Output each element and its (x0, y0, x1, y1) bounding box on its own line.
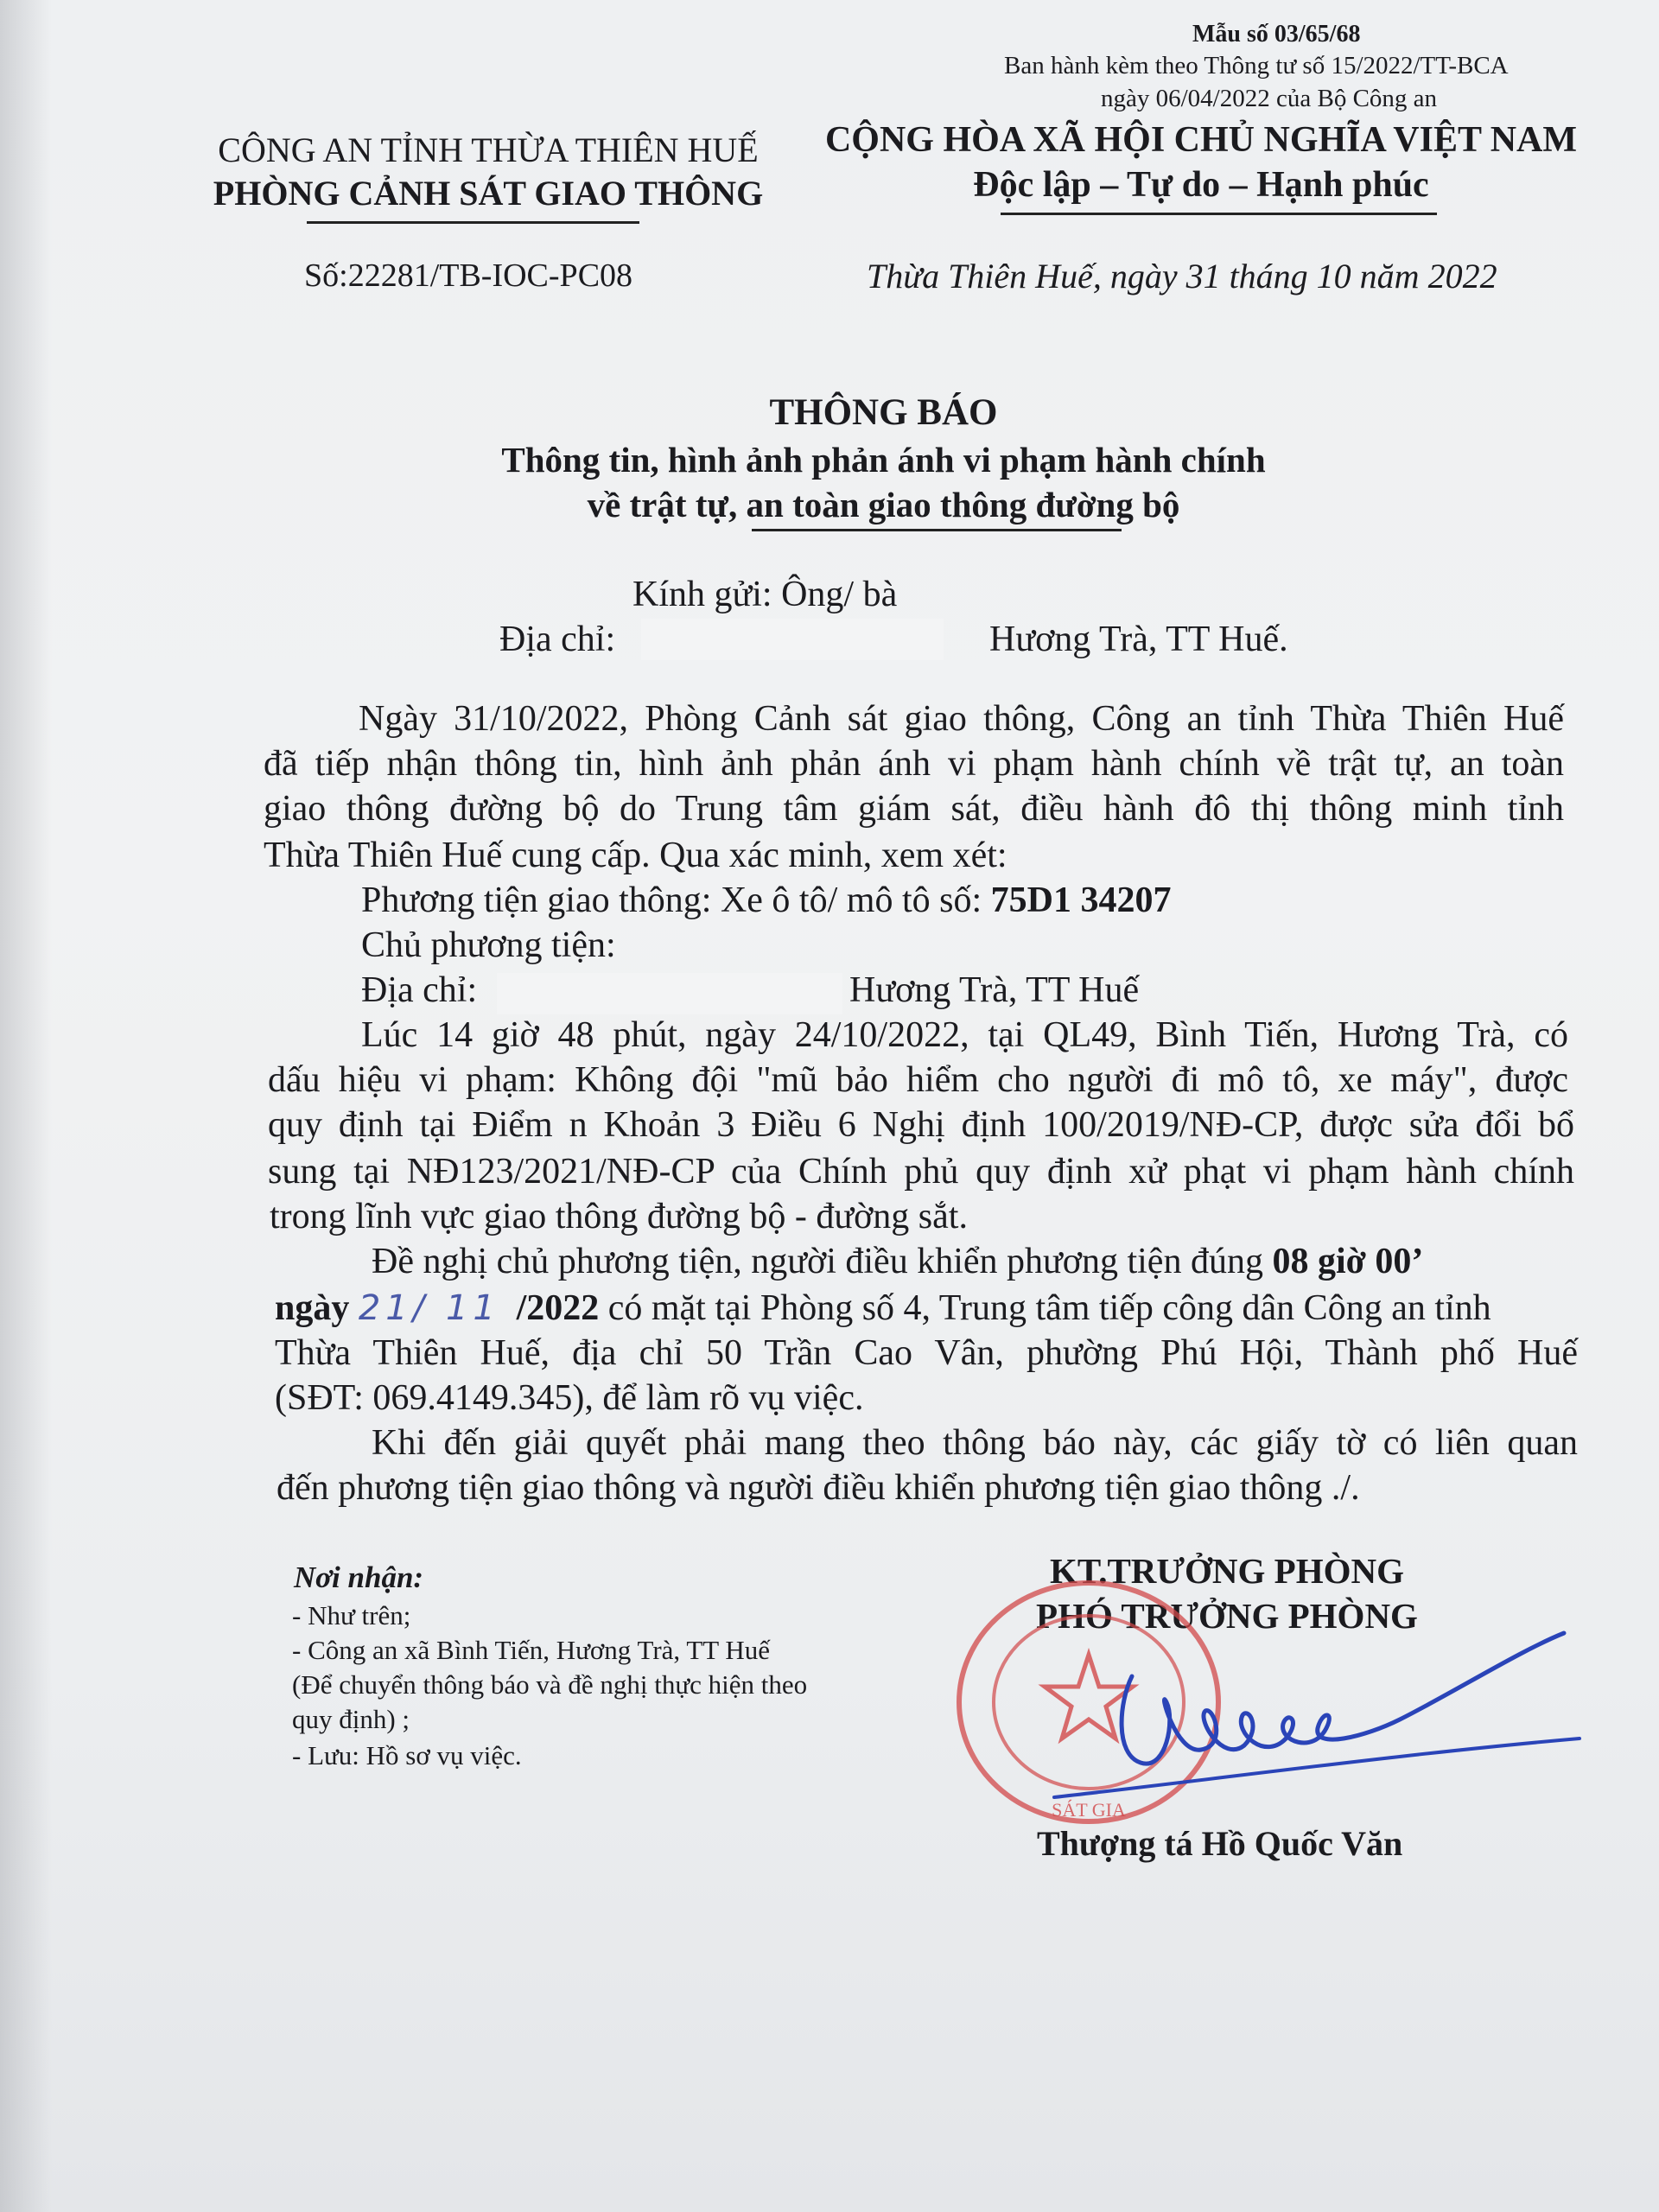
agency-department: PHÒNG CẢNH SÁT GIAO THÔNG (213, 174, 764, 213)
paragraph3-line4: (SĐT: 069.4149.345), để làm rõ vụ việc. (275, 1378, 864, 1418)
form-number: Mẫu số 03/65/68 (1192, 21, 1361, 48)
agency-underline (307, 221, 639, 224)
paragraph1-line2: đã tiếp nhận thông tin, hình ảnh phản ánh vi phạm hành chính về trật tự, an toàn (264, 744, 1564, 784)
owner-label: Chủ phương tiện: (361, 925, 616, 965)
signer-name: Thượng tá Hồ Quốc Văn (1037, 1824, 1403, 1863)
page-shadow (0, 0, 52, 2212)
recipient-line: Kính gửi: Ông/ bà (632, 575, 898, 614)
recipients-heading: Nơi nhận: (294, 1560, 424, 1594)
paragraph3-request: Đề nghị chủ phương tiện, người điều khiển phương tiện đúng (372, 1242, 1273, 1281)
signature-scribble (1037, 1624, 1590, 1823)
redacted-owner-address (497, 973, 842, 1014)
agency-parent: CÔNG AN TỈNH THỪA THIÊN HUẾ (218, 130, 759, 169)
form-issued-date: ngày 06/04/2022 của Bộ Công an (1101, 85, 1438, 112)
national-motto: Độc lập – Tự do – Hạnh phúc (973, 165, 1429, 205)
notice-subtitle-line2: về trật tự, an toàn giao thông đường bộ (587, 485, 1180, 524)
paragraph4-line2: đến phương tiện giao thông và người điều khiển phương tiện giao thông ./. (276, 1468, 1360, 1508)
paragraph3-location: có mặt tại Phòng số 4, Trung tâm tiếp công dân Công an tỉnh (599, 1288, 1491, 1328)
paragraph3-line2 (275, 1287, 1491, 1329)
recipients-item-4: quy định) ; (292, 1704, 410, 1734)
signer-title-2: PHÓ TRƯỞNG PHÒNG (1036, 1596, 1418, 1636)
vehicle-line (361, 880, 1171, 921)
paragraph2-line4: sung tại NĐ123/2021/NĐ-CP của Chính phủ quy định xử phạt vi phạm hành chính (268, 1152, 1574, 1192)
vehicle-plate: 75D1 34207 (990, 880, 1172, 920)
recipients-item-3: (Để chuyển thông báo và đề nghị thực hiện theo (292, 1669, 808, 1700)
appointment-time: 08 giờ 00’ (1272, 1242, 1424, 1281)
notice-subtitle-line1: Thông tin, hình ảnh phản ánh vi phạm hành chính (501, 440, 1266, 480)
paragraph3-line3: Thừa Thiên Huế, địa chỉ 50 Trần Cao Vân, phường Phú Hội, Thành phố Huế (275, 1333, 1578, 1373)
appointment-year: /2022 (516, 1288, 600, 1328)
paragraph2-line5: trong lĩnh vực giao thông đường bộ - đường sắt. (270, 1197, 968, 1236)
recipient-address-tail: Hương Trà, TT Huế. (989, 620, 1288, 659)
paragraph1-line1: Ngày 31/10/2022, Phòng Cảnh sát giao thông, Công an tỉnh Thừa Thiên Huế (359, 699, 1564, 739)
owner-address-label: Địa chỉ: (361, 970, 478, 1010)
signer-title-1: KT.TRƯỞNG PHÒNG (1050, 1551, 1404, 1591)
owner-address-tail: Hương Trà, TT Huế (849, 970, 1140, 1010)
vehicle-label: Phương tiện giao thông: Xe ô tô/ mô tô số: (361, 880, 991, 920)
stamp-text: SÁT GIA (1052, 1799, 1126, 1821)
appointment-day-label: ngày (275, 1288, 359, 1328)
paragraph1-line4: Thừa Thiên Huế cung cấp. Qua xác minh, xem xét: (264, 836, 1007, 875)
motto-underline (1001, 213, 1437, 215)
country-name: CỘNG HÒA XÃ HỘI CHỦ NGHĨA VIỆT NAM (824, 120, 1578, 160)
paragraph2-line3: quy định tại Điểm n Khoản 3 Điều 6 Nghị định 100/2019/NĐ-CP, được sửa đổi bổ (268, 1105, 1574, 1145)
paragraph2-line1: Lúc 14 giờ 48 phút, ngày 24/10/2022, tại QL49, Bình Tiến, Hương Trà, có (361, 1015, 1568, 1055)
paragraph4-line1: Khi đến giải quyết phải mang theo thông báo này, các giấy tờ có liên quan (372, 1423, 1578, 1463)
recipients-item-2: - Công an xã Bình Tiến, Hương Trà, TT Huế (292, 1635, 771, 1665)
handwritten-date: 21/ 11 (358, 1288, 517, 1328)
title-underline (752, 529, 1122, 531)
notice-title: THÔNG BÁO (769, 392, 998, 433)
redacted-address (641, 619, 944, 660)
document-number: Số:22281/TB-IOC-PC08 (304, 257, 633, 294)
recipients-item-5: - Lưu: Hồ sơ vụ việc. (292, 1740, 522, 1770)
place-and-date: Thừa Thiên Huế, ngày 31 tháng 10 năm 2022 (867, 257, 1497, 296)
recipient-address-label: Địa chỉ: (499, 620, 616, 659)
paragraph2-line2: dấu hiệu vi phạm: Không đội "mũ bảo hiểm cho người đi mô tô, xe máy", được (268, 1060, 1568, 1100)
recipients-item-1: - Như trên; (292, 1600, 411, 1630)
paragraph3-line1 (372, 1241, 1423, 1282)
paragraph1-line3: giao thông đường bộ do Trung tâm giám sát, điều hành đô thị thông minh tỉnh (264, 789, 1564, 829)
form-issued-with: Ban hành kèm theo Thông tư số 15/2022/TT-BCA (1004, 52, 1509, 79)
